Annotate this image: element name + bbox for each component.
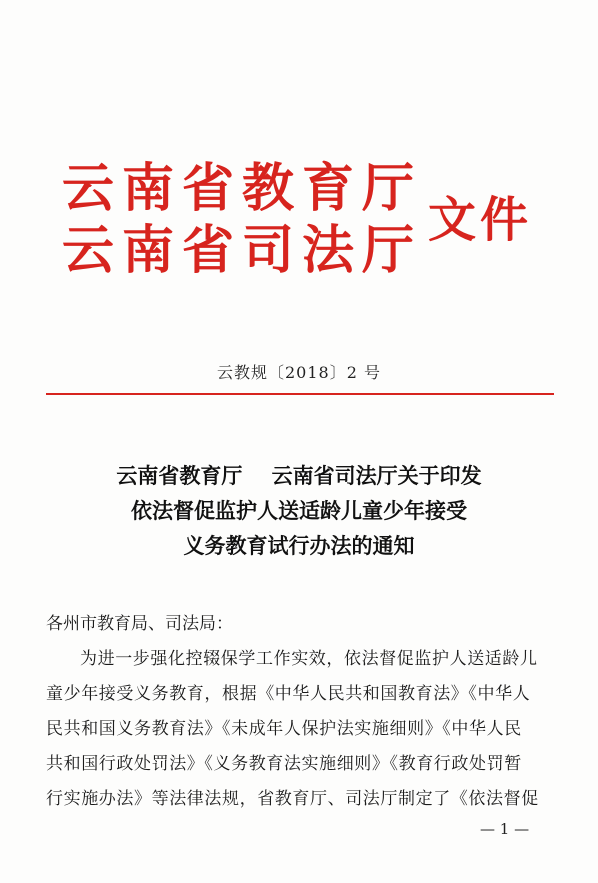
paragraph-line: 行实施办法》等法律法规，省教育厅、司法厅制定了《依法督促: [46, 789, 539, 809]
document-type-label: 文件: [428, 192, 533, 248]
title-line: 依法督促监护人送适龄儿童少年接受: [131, 499, 467, 523]
paragraph-line: 童少年接受义务教育，根据《中华人民共和国教育法》《中华人: [46, 684, 531, 704]
paragraph-line: 为进一步强化控辍保学工作实效，依法督促监护人送适龄儿: [80, 649, 538, 669]
title-line: 义务教育试行办法的通知: [183, 534, 415, 558]
issuer-block: [62, 160, 422, 280]
paragraph-line: 共和国行政处罚法》《义务教育法实施细则》《教育行政处罚暂: [46, 754, 522, 774]
red-divider-line: [46, 393, 554, 395]
issuer-education-department: 云南省教育厅: [62, 158, 423, 219]
title-line: 云南省教育厅 云南省司法厅关于印发: [116, 464, 482, 488]
document-number: 云教规〔2018〕2 号: [217, 363, 381, 382]
document-title: [0, 459, 598, 564]
issuer-justice-department: 云南省司法厅: [62, 220, 423, 281]
paragraph-line: 民共和国义务教育法》《未成年人保护法实施细则》《中华人民: [46, 719, 522, 739]
body-text: [46, 607, 556, 817]
salutation: 各州市教育局、司法局：: [46, 614, 233, 634]
page-number: — 1 —: [480, 820, 530, 838]
